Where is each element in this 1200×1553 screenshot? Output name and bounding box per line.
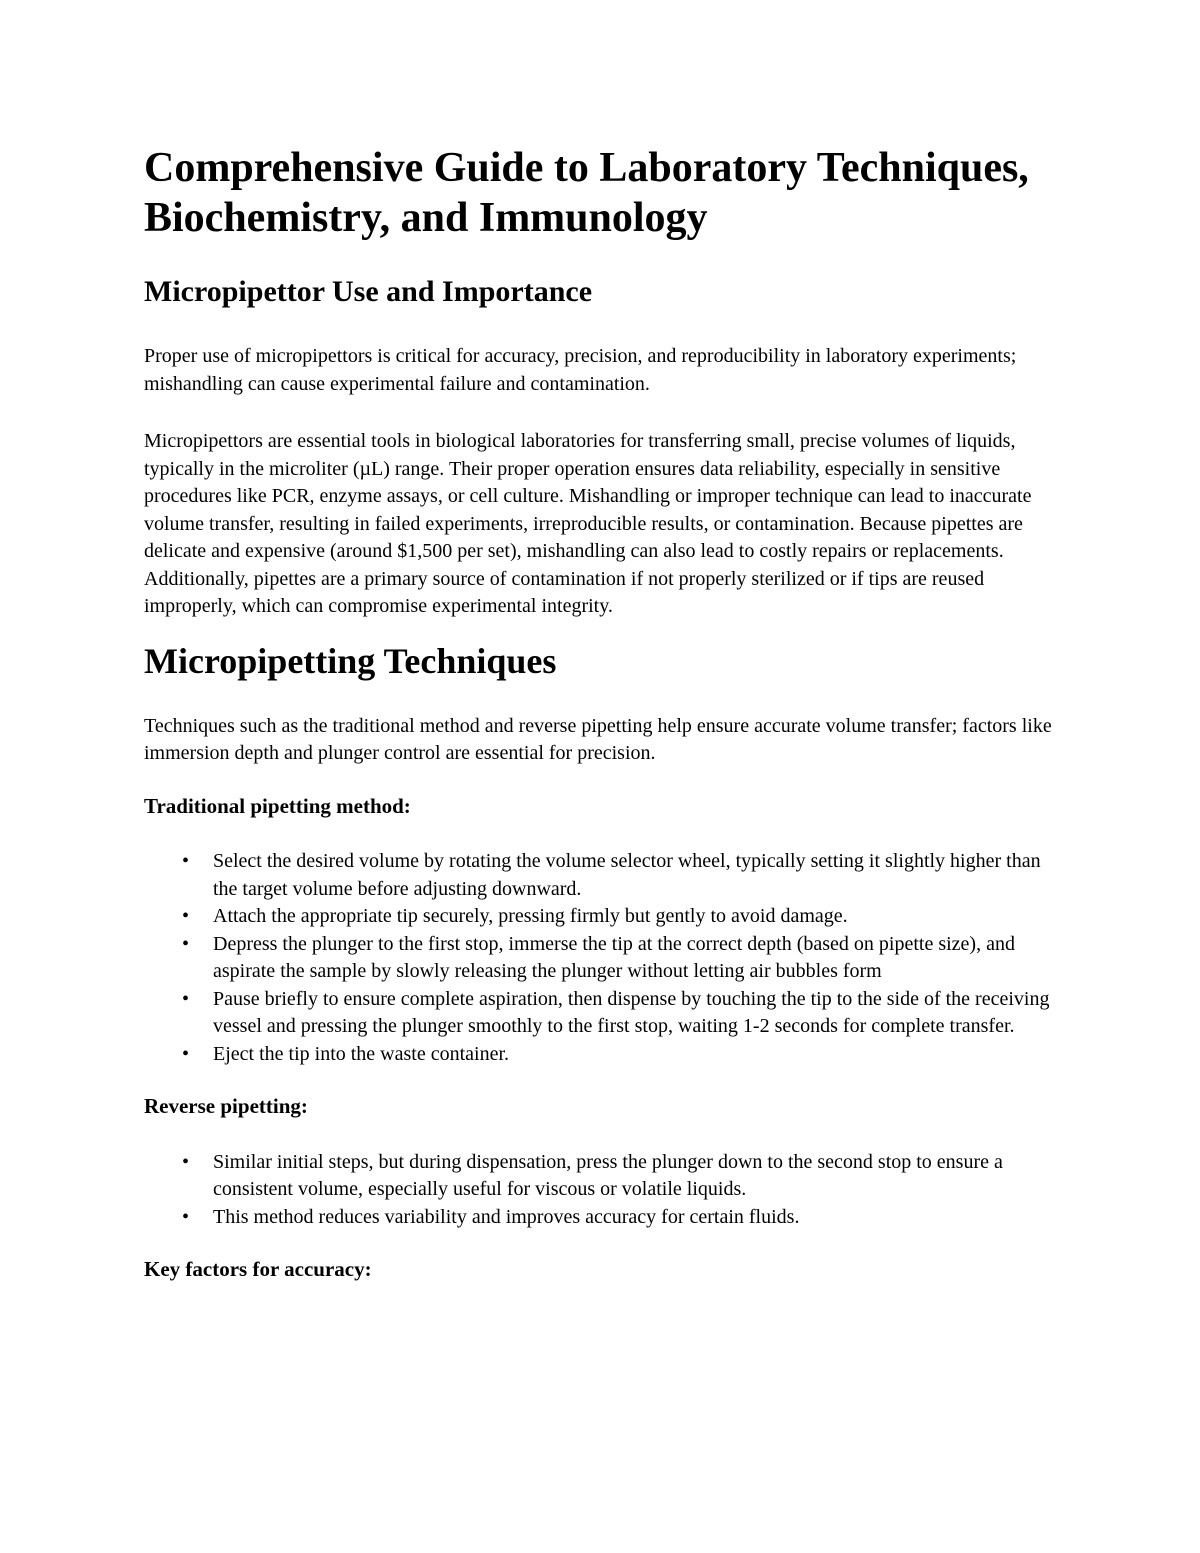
subheading-reverse-pipetting: Reverse pipetting: (144, 1094, 308, 1119)
subheading-key-factors: Key factors for accuracy: (144, 1257, 372, 1282)
list-item-text: Eject the tip into the waste container. (213, 1042, 510, 1065)
list-item-text: Depress the plunger to the first stop, immerse the tip at the correct depth (based on pipette size), and aspirate the sample by slowly releasing the plunger without letting air bubbles form (213, 932, 1015, 983)
paragraph-techniques-intro: Techniques such as the traditional method and reverse pipetting help ensure accurate volume transfer; factors like immersion depth and plunger control are essential for precision. (144, 714, 1052, 765)
paragraph-intro-summary: Proper use of micropipettors is critical for accuracy, precision, and reproducibility in laboratory experiments; mishandling can cause experimental failure and contamination. (144, 345, 1017, 395)
reverse-pipetting-list (144, 1149, 1055, 1232)
bullet-icon: • (182, 850, 190, 873)
list-item (144, 986, 1055, 1041)
list-item-text: This method reduces variability and improves accuracy for certain fluids. (213, 1205, 800, 1228)
bullet-icon: • (182, 1150, 190, 1173)
list-item (144, 1204, 1055, 1232)
section-heading-micropipetting-techniques: Micropipetting Techniques (144, 640, 557, 681)
document-title: Comprehensive Guide to Laboratory Techniques, Biochemistry, and Immunology (144, 145, 1029, 242)
section-heading-micropipettor-use: Micropipettor Use and Importance (144, 274, 593, 308)
list-item (144, 1149, 1055, 1204)
list-item (144, 1041, 1055, 1069)
bullet-icon: • (182, 932, 190, 955)
traditional-method-list (144, 848, 1055, 1068)
list-item (144, 848, 1055, 903)
bullet-icon: • (182, 987, 190, 1010)
list-item-text: Pause briefly to ensure complete aspiration, then dispense by touching the tip to the side of the receiving vessel and pressing the plunger smoothly to the first stop, waiting 1-2 seconds for complete transfer. (213, 987, 1050, 1038)
list-item (144, 903, 1055, 931)
subheading-traditional-method: Traditional pipetting method: (144, 793, 411, 818)
list-item-text: Attach the appropriate tip securely, pressing firmly but gently to avoid damage. (213, 905, 848, 928)
list-item-text: Similar initial steps, but during dispensation, press the plunger down to the second stop to ensure a consistent volume, especially useful for viscous or volatile liquids. (213, 1150, 1003, 1201)
list-item-text: Select the desired volume by rotating the volume selector wheel, typically setting it slightly higher than the target volume before adjusting downward. (213, 850, 1041, 900)
bullet-icon: • (182, 1042, 190, 1065)
list-item (144, 931, 1055, 986)
bullet-icon: • (182, 905, 190, 928)
bullet-icon: • (182, 1205, 190, 1228)
paragraph-intro-detail: Micropipettors are essential tools in biological laboratories for transferring small, precise volumes of liquids, typically in the microliter (µL) range. Their proper operation ensures data reliability, especially in sensitive procedures like PCR, enzyme assays, or cell culture. Mishandling or improper technique can lead to inaccurate volume transfer, resulting in failed experiments, irreproducible results, or contamination. Because pipettes are delicate and expensive (around $1,500 per set), mishandling can also lead to costly repairs or replacements. Additionally, pipettes are a primary source of contamination if not properly sterilized or if tips are reused improperly, which can compromise experimental integrity. (144, 430, 1032, 618)
